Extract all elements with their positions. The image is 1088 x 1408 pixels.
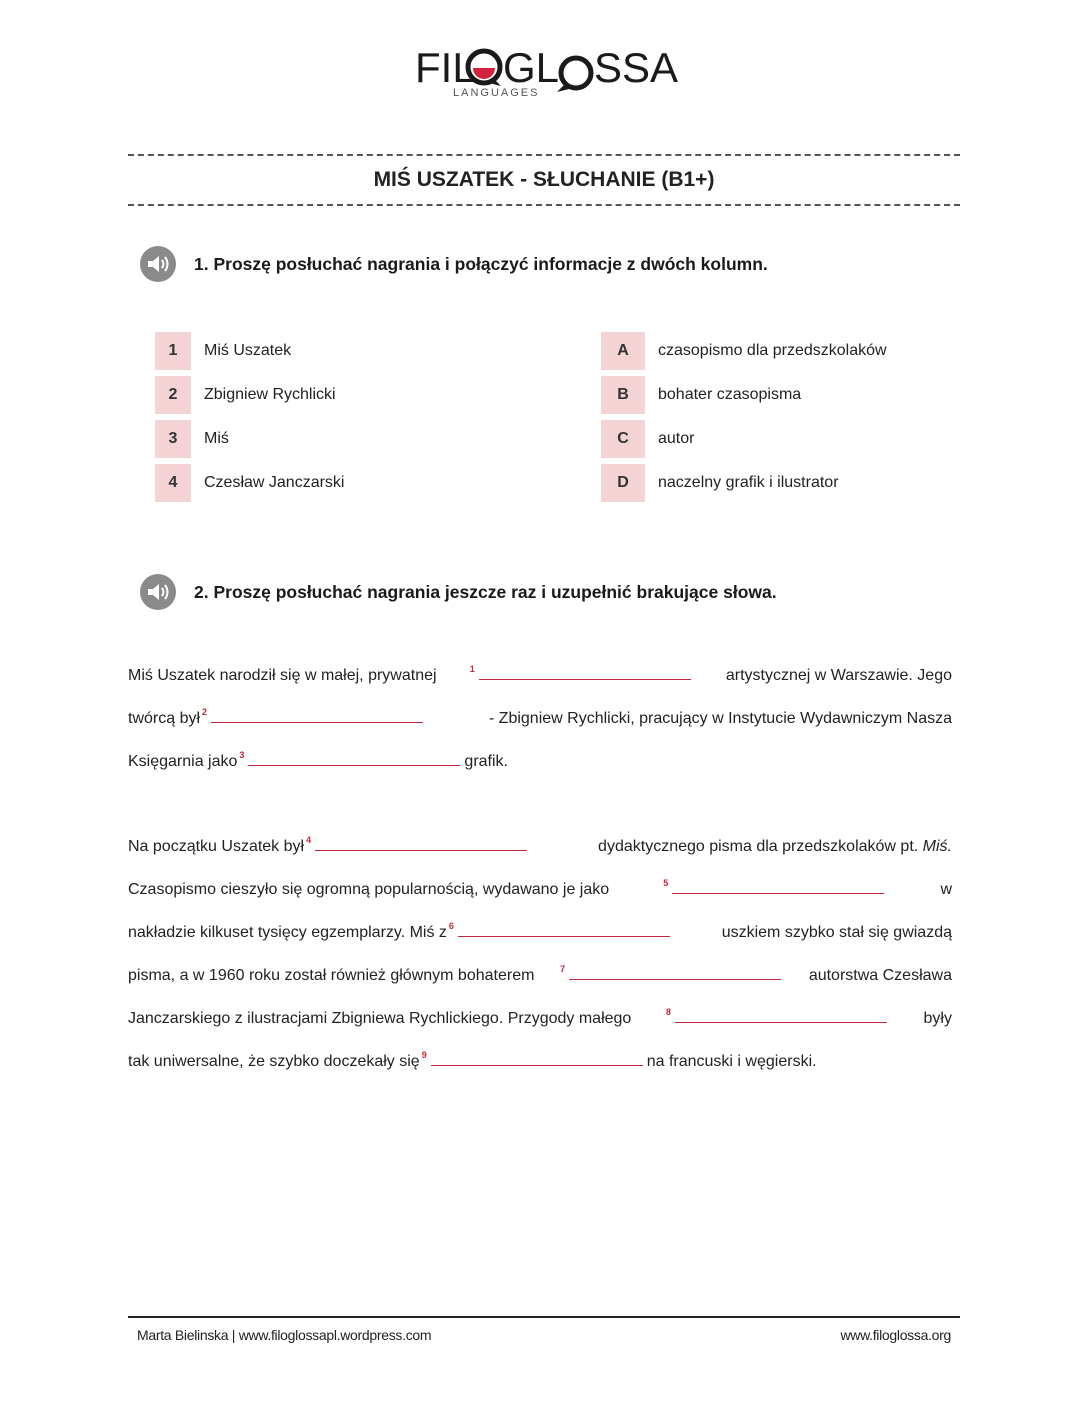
text-segment: grafik. (464, 753, 508, 770)
match-left-4 (155, 464, 344, 502)
gap (128, 835, 531, 856)
text-segment: w (940, 881, 952, 898)
match-right-b (601, 376, 801, 414)
footer-author-link[interactable]: Marta Bielinska | www.filoglossapl.wordpress.com (137, 1327, 432, 1343)
gap-number: 8 (665, 1007, 671, 1017)
exercise-1-instruction: 1. Proszę posłuchać nagrania i połączyć informacje z dwóch kolumn. (194, 253, 768, 274)
text-segment: Janczarskiego z ilustracjami Zbigniewa Rychlickiego. Przygody małego (128, 1010, 632, 1027)
match-left-2 (155, 376, 336, 414)
match-left-1 (155, 332, 291, 370)
match-key: B (601, 376, 645, 414)
text-segment: tak uniwersalne, że szybko doczekały się (128, 1053, 420, 1070)
text-segment: twórcą był (128, 710, 201, 727)
text-segment: pisma, a w 1960 roku został również głównym bohaterem (128, 967, 535, 984)
text-segment: Na początku Uszatek był (128, 838, 305, 855)
text-line (128, 750, 952, 774)
text-line (128, 835, 952, 859)
match-left-3 (155, 420, 229, 458)
text-segment-italic: Miś. (922, 838, 952, 855)
gap-number: 4 (306, 835, 312, 845)
divider-bottom (128, 204, 960, 206)
text-segment: uszkiem szybko stał się gwiazdą (721, 924, 952, 941)
match-right-d (601, 464, 839, 502)
match-text: czasopismo dla przedszkolaków (658, 342, 887, 359)
match-key: C (601, 420, 645, 458)
gap-number: 7 (560, 964, 566, 974)
match-key: 3 (155, 420, 191, 458)
blank-field[interactable] (458, 921, 670, 937)
text-line (128, 1007, 952, 1031)
gap (420, 1050, 647, 1071)
gap-number: 6 (448, 921, 454, 931)
match-key: 2 (155, 376, 191, 414)
gap-number: 2 (202, 707, 208, 717)
speaker-icon[interactable] (140, 246, 176, 282)
gap (661, 878, 888, 899)
match-text: Czesław Janczarski (204, 474, 345, 491)
gap (128, 707, 427, 728)
gap-number: 3 (239, 750, 245, 760)
blank-field[interactable] (672, 878, 884, 894)
text-segment: artystycznej w Warszawie. Jego (725, 667, 952, 684)
svg-text:GL: GL (503, 44, 560, 91)
blank-field[interactable] (248, 750, 460, 766)
text-segment: Czasopismo cieszyło się ogromną popularnością, wydawano je jako (128, 881, 610, 898)
gap-number: 1 (469, 664, 475, 674)
page-title: MIŚ USZATEK - SŁUCHANIE (B1+) (373, 168, 715, 191)
speaker-icon[interactable] (140, 574, 176, 610)
logo-subtext: LANGUAGES (453, 87, 540, 99)
exercise-2-header (140, 574, 777, 610)
exercise-1-header (140, 246, 768, 282)
exercise-2-instruction: 2. Proszę posłuchać nagrania jeszcze raz i uzupełnić brakujące słowa. (194, 581, 777, 602)
footer-site-link[interactable]: www.filoglossa.org (840, 1327, 951, 1343)
svg-text:FIL: FIL (415, 44, 476, 91)
gap-number: 9 (421, 1050, 427, 1060)
blank-field[interactable] (211, 707, 423, 723)
match-key: 1 (155, 332, 191, 370)
blank-field[interactable] (569, 964, 781, 980)
footer-rule (128, 1316, 960, 1318)
blank-field[interactable] (315, 835, 527, 851)
match-text: bohater czasopisma (658, 386, 802, 403)
match-text: autor (658, 430, 695, 447)
match-key: A (601, 332, 645, 370)
match-right-c (601, 420, 694, 458)
gap (664, 1007, 891, 1028)
match-text: Miś (204, 430, 229, 447)
gap (128, 921, 674, 942)
match-right-a (601, 332, 887, 370)
match-key: 4 (155, 464, 191, 502)
gap (237, 750, 464, 771)
text-segment: Miś Uszatek narodził się w małej, prywatnej (128, 667, 437, 684)
blank-field[interactable] (431, 1050, 643, 1066)
text-segment: były (923, 1010, 952, 1027)
divider-top (128, 154, 960, 156)
gap (468, 664, 695, 685)
text-segment: Księgarnia jako (128, 753, 238, 770)
text-line (128, 878, 952, 902)
filoglossa-logo (0, 40, 1088, 110)
logo-graphic (405, 40, 685, 102)
blank-field[interactable] (675, 1007, 887, 1023)
text-line (128, 964, 952, 988)
text-line (128, 664, 952, 688)
gap (598, 838, 952, 856)
gap-number: 5 (663, 878, 669, 888)
match-text: naczelny grafik i ilustrator (658, 474, 839, 491)
blank-field[interactable] (479, 664, 691, 680)
text-segment: dydaktycznego pisma dla przedszkolaków pt. (598, 838, 919, 855)
svg-text:SSA: SSA (594, 44, 679, 91)
text-segment: na francuski i węgierski. (646, 1053, 817, 1070)
text-line (128, 707, 952, 731)
text-segment: nakładzie kilkuset tysięcy egzemplarzy. Miś z (128, 924, 447, 941)
match-text: Miś Uszatek (204, 342, 292, 359)
gap (558, 964, 785, 985)
match-key: D (601, 464, 645, 502)
text-segment: - Zbigniew Rychlicki, pracujący w Instytucie Wydawniczym Nasza (488, 710, 952, 727)
text-segment: autorstwa Czesława (808, 967, 952, 984)
text-line (128, 1050, 952, 1074)
match-text: Zbigniew Rychlicki (204, 386, 336, 403)
text-line (128, 921, 952, 945)
